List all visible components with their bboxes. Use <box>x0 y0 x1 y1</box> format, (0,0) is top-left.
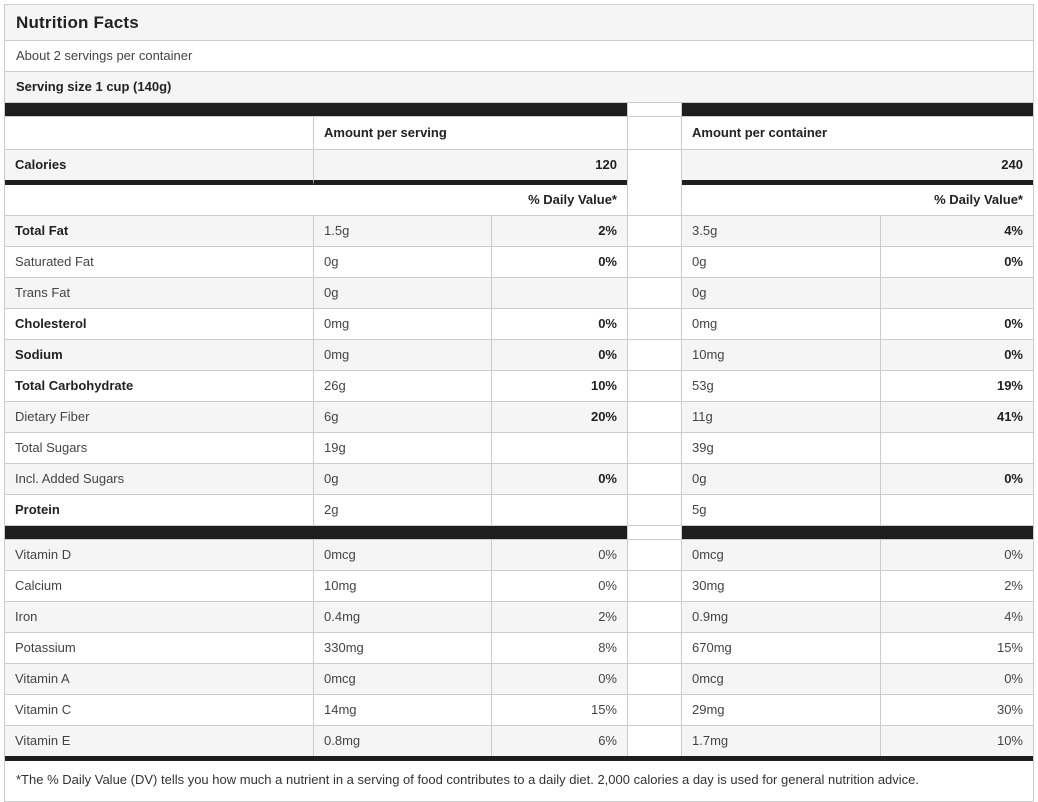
nutrient-name: Vitamin C <box>15 702 72 717</box>
nutrient-row <box>5 308 1033 339</box>
daily-value-footnote: *The % Daily Value (DV) tells you how much a nutrient in a serving of food contributes to a daily diet. 2,000 calories a day is used for general nutrition advice. <box>16 772 920 787</box>
container-amount: 3.5g <box>682 216 880 246</box>
serving-daily-value <box>491 433 627 463</box>
serving-daily-value: 0% <box>491 464 627 494</box>
nutrient-name: Protein <box>15 502 60 517</box>
serving-daily-value: 6% <box>491 726 627 756</box>
nutrient-row <box>5 401 1033 432</box>
container-amount: 10mg <box>682 340 880 370</box>
nutrient-row <box>5 277 1033 308</box>
nutrient-rows <box>5 215 1033 525</box>
nutrient-name: Calcium <box>15 578 62 593</box>
container-amount: 0mcg <box>682 664 880 694</box>
serving-daily-value: 10% <box>491 371 627 401</box>
container-daily-value: 0% <box>880 540 1033 570</box>
serving-amount: 1.5g <box>313 216 491 246</box>
container-daily-value: 15% <box>880 633 1033 663</box>
column-gap <box>627 278 682 308</box>
serving-size-row <box>5 71 1033 102</box>
column-gap <box>627 103 682 116</box>
container-daily-value <box>880 433 1033 463</box>
micronutrient-row <box>5 539 1033 570</box>
container-daily-value: 4% <box>880 602 1033 632</box>
divider-bar-left <box>5 103 627 116</box>
column-gap <box>627 664 682 694</box>
serving-daily-value: 8% <box>491 633 627 663</box>
serving-daily-value <box>491 278 627 308</box>
serving-amount: 0mcg <box>313 540 491 570</box>
column-gap <box>627 726 682 756</box>
container-amount: 0mg <box>692 316 718 331</box>
container-amount: 0mcg <box>682 540 880 570</box>
container-daily-value: 0% <box>880 247 1033 277</box>
column-gap <box>627 526 682 539</box>
nutrient-row <box>5 494 1033 525</box>
container-daily-value: 19% <box>880 371 1033 401</box>
nutrient-name: Iron <box>5 602 313 632</box>
nutrient-row <box>5 432 1033 463</box>
servings-per-container-row <box>5 40 1033 71</box>
container-amount: 29mg <box>692 702 725 717</box>
container-daily-value <box>880 278 1033 308</box>
micronutrient-row <box>5 694 1033 725</box>
column-gap <box>627 571 682 601</box>
micronutrient-row <box>5 601 1033 632</box>
nutrient-name: Total Carbohydrate <box>15 378 134 393</box>
serving-daily-value-header: % Daily Value* <box>528 192 617 207</box>
nutrition-facts-label <box>4 4 1034 802</box>
column-gap <box>627 540 682 570</box>
serving-daily-value: 0% <box>491 664 627 694</box>
nutrient-name: Incl. Added Sugars <box>5 464 313 494</box>
amount-header-row <box>5 116 1033 149</box>
divider-bar-right <box>682 526 1033 539</box>
section-divider-bar-vitamins <box>5 525 1033 539</box>
page-title: Nutrition Facts <box>5 5 1033 40</box>
nutrient-row <box>5 370 1033 401</box>
serving-amount: 0g <box>313 247 491 277</box>
serving-daily-value: 0% <box>491 540 627 570</box>
column-gap <box>627 602 682 632</box>
nutrient-name: Vitamin A <box>5 664 313 694</box>
container-daily-value-header: % Daily Value* <box>934 192 1023 207</box>
column-gap <box>627 117 682 149</box>
container-daily-value: 2% <box>880 571 1033 601</box>
serving-daily-value: 2% <box>491 602 627 632</box>
calories-row <box>5 149 1033 185</box>
nutrient-name: Total Fat <box>5 216 313 246</box>
container-amount: 11g <box>682 402 880 432</box>
nutrient-name: Sodium <box>5 340 313 370</box>
divider-bar-right <box>682 103 1033 116</box>
footnote-row <box>5 756 1033 801</box>
serving-daily-value: 2% <box>491 216 627 246</box>
container-amount: 0g <box>682 278 880 308</box>
micronutrient-row <box>5 570 1033 601</box>
serving-daily-value: 15% <box>491 695 627 725</box>
container-daily-value: 10% <box>880 726 1033 756</box>
container-amount: 0g <box>682 464 880 494</box>
daily-value-header-row <box>5 185 1033 215</box>
column-gap <box>627 433 682 463</box>
container-amount: 39g <box>692 440 714 455</box>
serving-amount: 0g <box>313 464 491 494</box>
serving-amount: 19g <box>313 433 491 463</box>
micronutrient-rows <box>5 539 1033 756</box>
serving-amount: 10mg <box>313 571 491 601</box>
nutrient-name: Vitamin D <box>5 540 313 570</box>
calories-per-container: 240 <box>682 150 1033 185</box>
nutrient-name: Vitamin E <box>5 726 313 756</box>
serving-amount: 330mg <box>313 633 491 663</box>
micronutrient-row <box>5 725 1033 756</box>
container-daily-value: 30% <box>880 695 1033 725</box>
calories-label: Calories <box>5 150 313 185</box>
nutrient-name: Saturated Fat <box>15 254 94 269</box>
divider-bar-left <box>5 526 627 539</box>
container-daily-value: 4% <box>880 216 1033 246</box>
nutrient-name: Total Sugars <box>15 440 88 455</box>
section-divider-bar-top <box>5 102 1033 116</box>
container-daily-value: 0% <box>880 664 1033 694</box>
serving-amount: 0mg <box>313 340 491 370</box>
nutrient-name: Cholesterol <box>15 316 87 331</box>
nutrient-row <box>5 246 1033 277</box>
serving-amount: 26g <box>313 371 491 401</box>
nutrient-name: Dietary Fiber <box>5 402 313 432</box>
serving-amount: 14mg <box>313 695 491 725</box>
column-gap <box>627 216 682 246</box>
container-daily-value: 0% <box>880 464 1033 494</box>
container-amount: 53g <box>692 378 714 393</box>
empty-cell <box>5 117 313 149</box>
container-amount: 0g <box>692 254 707 269</box>
serving-size-text: Serving size 1 cup (140g) <box>5 72 1033 102</box>
column-gap <box>627 247 682 277</box>
serving-daily-value: 0% <box>491 247 627 277</box>
calories-per-serving: 120 <box>313 150 627 185</box>
column-gap <box>627 340 682 370</box>
container-amount: 30mg <box>692 578 725 593</box>
column-gap <box>627 185 682 215</box>
nutrient-row <box>5 339 1033 370</box>
nutrient-name: Trans Fat <box>5 278 313 308</box>
serving-daily-value <box>491 495 627 525</box>
container-daily-value <box>880 495 1033 525</box>
container-daily-value: 41% <box>880 402 1033 432</box>
serving-daily-value: 20% <box>491 402 627 432</box>
serving-amount: 6g <box>313 402 491 432</box>
container-daily-value: 0% <box>880 340 1033 370</box>
serving-amount: 2g <box>313 495 491 525</box>
column-gap <box>627 495 682 525</box>
container-amount: 670mg <box>692 640 732 655</box>
micronutrient-row <box>5 663 1033 694</box>
column-gap <box>627 371 682 401</box>
micronutrient-row <box>5 632 1033 663</box>
serving-daily-value: 0% <box>491 571 627 601</box>
nutrient-name: Potassium <box>15 640 76 655</box>
amount-per-serving-header: Amount per serving <box>313 117 627 149</box>
column-gap <box>627 309 682 339</box>
serving-amount: 0g <box>313 278 491 308</box>
container-daily-value: 0% <box>880 309 1033 339</box>
container-amount: 1.7mg <box>682 726 880 756</box>
column-gap <box>627 695 682 725</box>
serving-amount: 0mg <box>313 309 491 339</box>
column-gap <box>627 150 682 185</box>
nutrient-row <box>5 215 1033 246</box>
container-amount: 0.9mg <box>682 602 880 632</box>
nutrient-row <box>5 463 1033 494</box>
column-gap <box>627 464 682 494</box>
serving-daily-value: 0% <box>491 309 627 339</box>
serving-daily-value: 0% <box>491 340 627 370</box>
serving-amount: 0.8mg <box>313 726 491 756</box>
servings-per-container-text: About 2 servings per container <box>16 48 193 63</box>
container-amount: 5g <box>692 502 707 517</box>
column-gap <box>627 633 682 663</box>
serving-amount: 0.4mg <box>313 602 491 632</box>
column-gap <box>627 402 682 432</box>
serving-amount: 0mcg <box>313 664 491 694</box>
amount-per-container-header: Amount per container <box>692 125 828 140</box>
title-row <box>5 5 1033 40</box>
